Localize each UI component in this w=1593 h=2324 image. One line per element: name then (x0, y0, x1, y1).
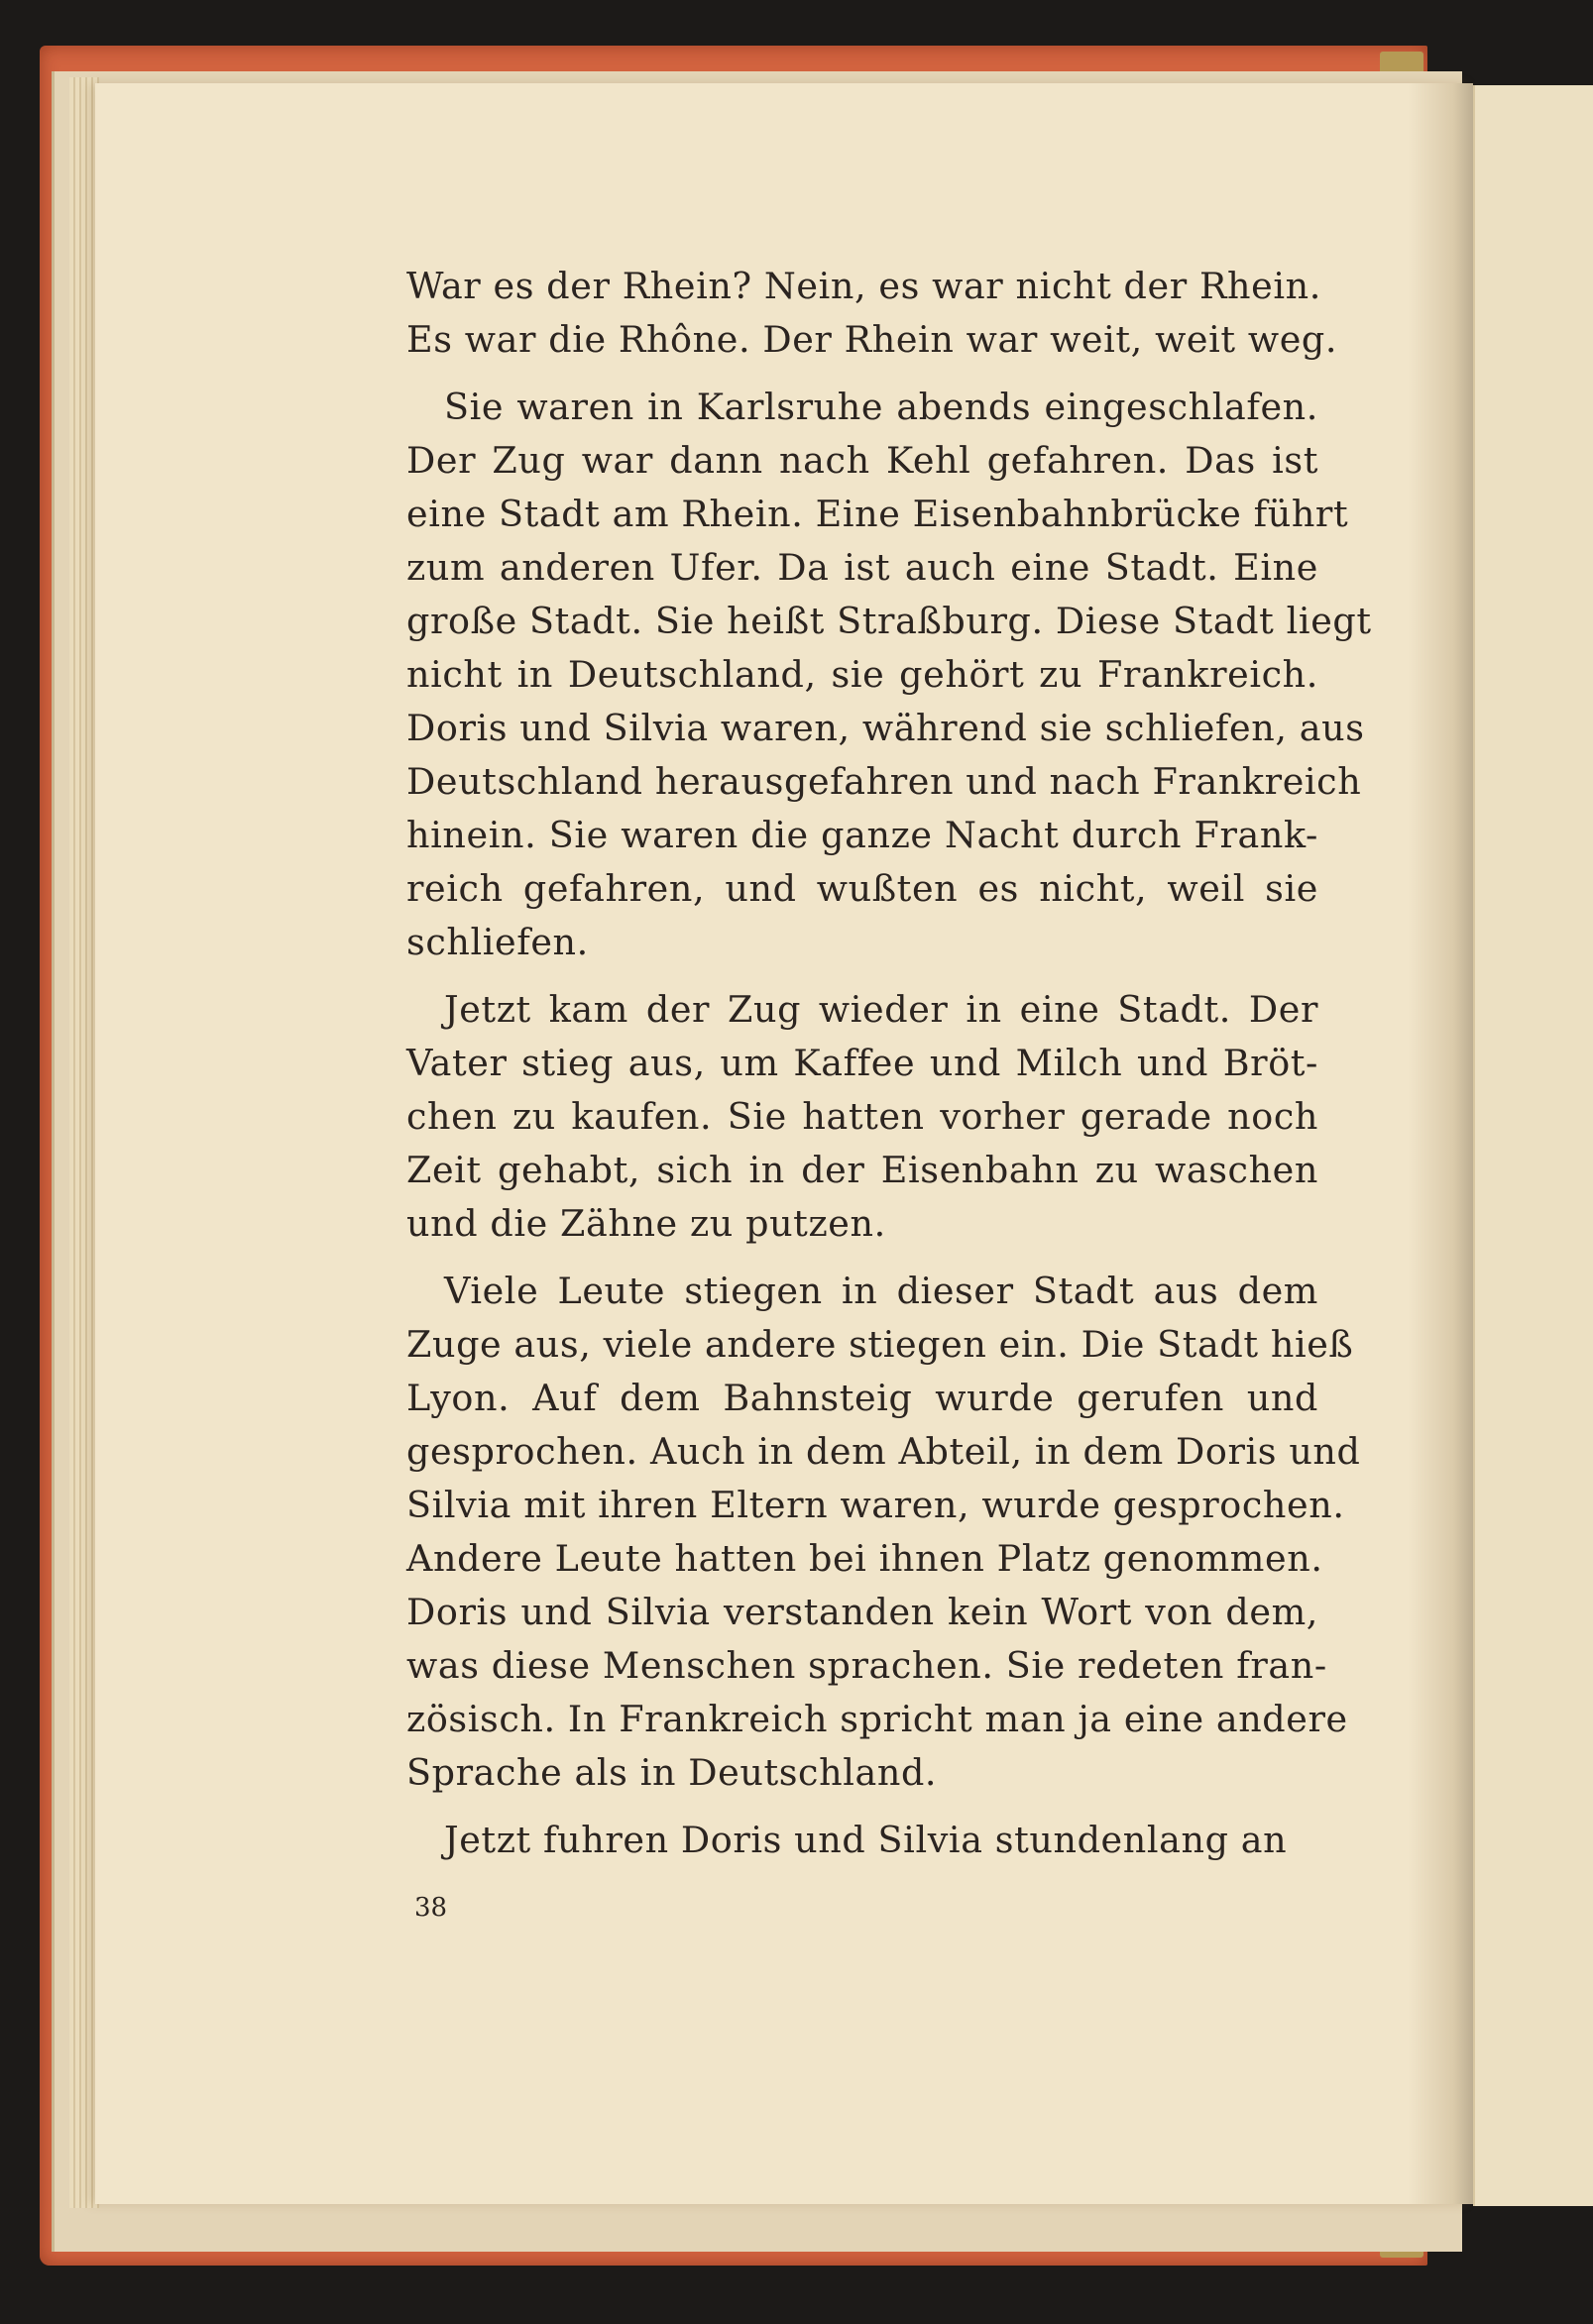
paragraph (406, 1265, 1361, 1800)
text-line: Sprache als in Deutschland. (406, 1751, 938, 1794)
text-line: Doris und Silvia verstanden kein Wort von dem, (406, 1591, 1318, 1633)
text-line: Der Zug war dann nach Kehl gefahren. Das ist (406, 439, 1318, 482)
gutter-shadow (1408, 83, 1473, 2204)
page-text (406, 260, 1372, 1881)
text-line: Doris und Silvia waren, während sie schliefen, aus (406, 707, 1365, 749)
text-line: Zuge aus, viele andere stiegen ein. Die Stadt hieß (406, 1323, 1354, 1366)
text-line: Jetzt fuhren Doris und Silvia stundenlang an (444, 1819, 1288, 1861)
paragraph (406, 983, 1318, 1251)
text-line: große Stadt. Sie heißt Straßburg. Diese Stadt liegt (406, 600, 1372, 642)
paragraph (406, 381, 1372, 969)
text-line: reich gefahren, und wußten es nicht, weil sie (406, 867, 1318, 910)
text-line: Deutschland herausgefahren und nach Frankreich (406, 760, 1362, 803)
text-line: Es war die Rhône. Der Rhein war weit, weit weg. (406, 318, 1338, 361)
text-line: Silvia mit ihren Eltern waren, wurde gesprochen. (406, 1484, 1345, 1526)
text-line: Jetzt kam der Zug wieder in eine Stadt. Der (444, 988, 1318, 1031)
text-line: gesprochen. Auch in dem Abteil, in dem Doris und (406, 1430, 1361, 1473)
text-line: eine Stadt am Rhein. Eine Eisenbahnbrücke führt (406, 493, 1349, 535)
text-line: nicht in Deutschland, sie gehört zu Frankreich. (406, 653, 1318, 696)
text-line: Andere Leute hatten bei ihnen Platz genommen. (406, 1537, 1323, 1580)
page-number: 38 (414, 1893, 448, 1923)
text-line: zum anderen Ufer. Da ist auch eine Stadt. Eine (406, 546, 1318, 589)
text-line: Vater stieg aus, um Kaffee und Milch und Bröt- (406, 1042, 1318, 1084)
text-line: hinein. Sie waren die ganze Nacht durch Frank- (406, 814, 1318, 856)
text-line: chen zu kaufen. Sie hatten vorher gerade noch (406, 1095, 1318, 1138)
facing-page (1473, 85, 1593, 2206)
text-line: Zeit gehabt, sich in der Eisenbahn zu waschen (406, 1149, 1318, 1191)
text-line: Viele Leute stiegen in dieser Stadt aus dem (444, 1270, 1318, 1312)
text-line: Lyon. Auf dem Bahnsteig wurde gerufen und (406, 1377, 1318, 1419)
text-line: Sie waren in Karlsruhe abends eingeschlafen. (444, 386, 1318, 428)
text-line: was diese Menschen sprachen. Sie redeten fran- (406, 1644, 1327, 1687)
text-line: War es der Rhein? Nein, es war nicht der Rhein. (406, 265, 1321, 307)
text-line: zösisch. In Frankreich spricht man ja eine andere (406, 1698, 1348, 1740)
text-line: und die Zähne zu putzen. (406, 1202, 886, 1245)
paragraph (406, 1814, 1318, 1867)
text-line: schliefen. (406, 921, 589, 963)
paragraph (406, 260, 1338, 367)
